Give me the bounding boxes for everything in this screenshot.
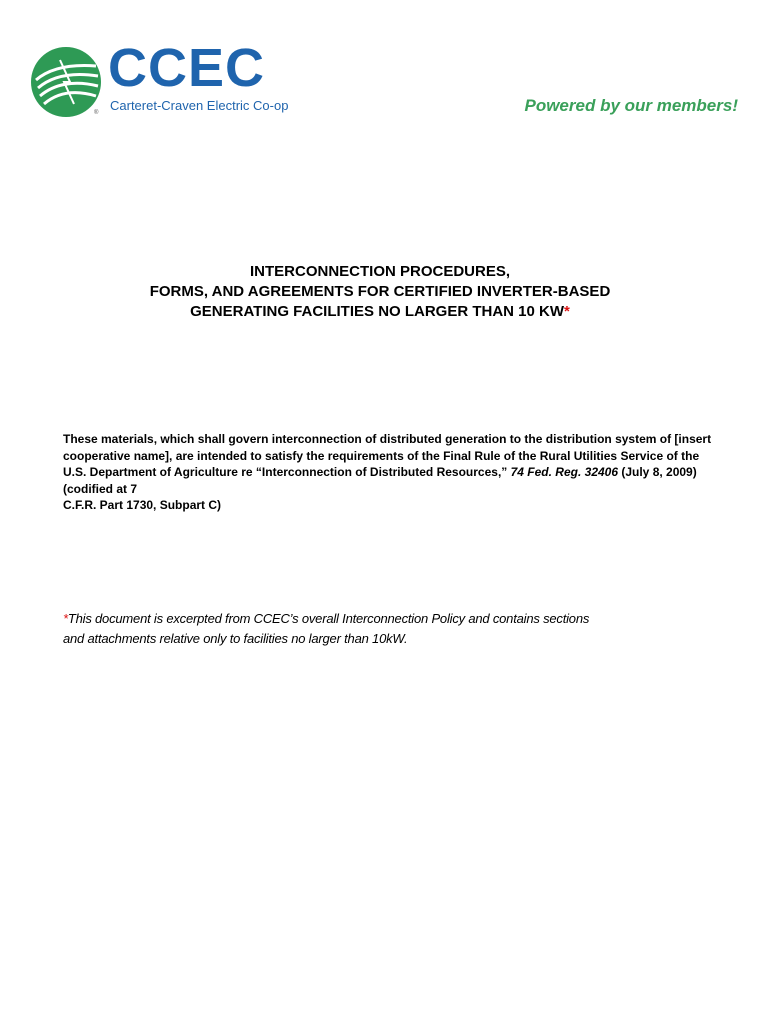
footnote-asterisk: * [63,611,68,626]
title-line-1: INTERCONNECTION PROCEDURES, [249,263,511,280]
ccec-logo [30,38,290,120]
logo-full-name: Carteret-Craven Electric Co-op [110,98,289,113]
tagline: Powered by our members! [524,96,738,115]
intro-paragraph [63,431,713,514]
intro-citation: 74 Fed. Reg. 32406 [510,465,619,479]
intro-last-line: C.F.R. Part 1730, Subpart C) [63,498,222,512]
title-line-3-text: GENERATING FACILITIES NO LARGER THAN 10 KW [190,303,565,320]
document-title [60,262,700,322]
registered-mark: ® [94,110,99,116]
footnote-line-1: This document is excerpted from CCEC’s overall Interconnection Policy and contains sections [67,611,590,626]
title-line-2: FORMS, AND AGREEMENTS FOR CERTIFIED INVERTER-BASED [149,283,611,300]
footnote [63,609,713,649]
title-asterisk: * [564,303,570,320]
footnote-line-2: and attachments relative only to facilities no larger than 10kW. [63,631,408,646]
intro-text-after-citation: (July 8, 2009) (codified at 7 [63,465,697,496]
globe-icon [30,46,102,118]
intro-text: These materials, which shall govern interconnection of distributed generation to the distribution system of [insert cooperative name], are intended to satisfy the requirements of the Final Rule of the Rural Utilities Service of the U.S. Department of Agriculture re “Interconnection of Distributed Resources,” [63,432,712,479]
title-line-3 [60,302,700,322]
logo-acronym: CCEC [108,38,266,98]
